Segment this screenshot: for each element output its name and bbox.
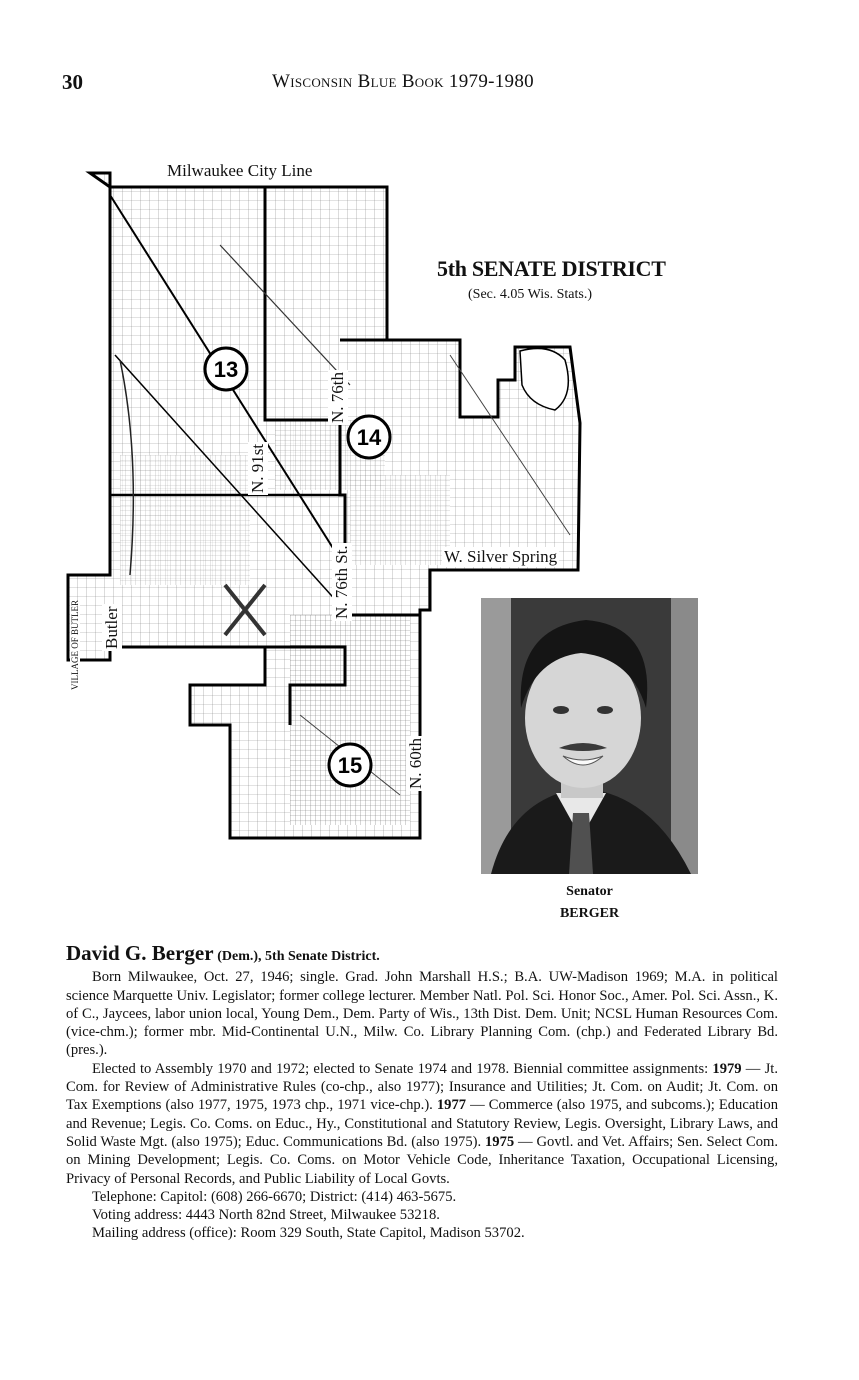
district-title: 5th SENATE DISTRICT xyxy=(437,256,666,281)
page-header xyxy=(62,70,802,100)
map-label-city-line: Milwaukee City Line xyxy=(167,161,313,180)
bio-text-1979: — Jt. Com. for Review of Administrative Rules (co-chp., also 1977); Insurance and Utilities; Jt. Com. on Audit; Jt. Com. on Tax Exemptions (also 1977, 1975, 1973 chp., 1971 vice-chp.). xyxy=(66,1060,778,1114)
portrait-caption-name: BERGER xyxy=(559,906,620,921)
map-label-n60th: N. 60th xyxy=(406,738,425,789)
map-label-n76th-st: N. 76th St. xyxy=(332,545,351,619)
page-number: 30 xyxy=(62,70,83,94)
bio-text-1975: — Govtl. and Vet. Affairs; Sen. Select Com. on Mining Development; Legis. Co. Coms. on Motor Vehicle Code, Inheritance Taxation, Occupational Licensing, Privacy of Personal Records, and Public Liability of Local Govts. xyxy=(66,1133,778,1187)
portrait-caption-role: Senator xyxy=(566,884,613,899)
map-label-butler: Butler xyxy=(102,606,121,649)
assembly-district-13-label: 13 xyxy=(213,357,239,382)
map-label-n76th: N. 76th xyxy=(328,372,347,423)
bio-text-1977: — Commerce (also 1975, and subcoms.); Education and Revenue; Legis. Co. Coms. on Educ., Hy., Constitutional and Statutory Review, Legis. Oversight, Library Laws, and Solid Waste Mgt. (also 1975); Educ. Communications Bd. (also 1975). xyxy=(66,1097,778,1150)
bio-year-1977: 1977 xyxy=(436,1097,467,1114)
bio-committee-paragraph xyxy=(66,1060,778,1188)
bio-name: David G. Berger xyxy=(66,941,214,965)
bio-telephone: Telephone: Capitol: (608) 266-6670; District: (414) 463-5675. xyxy=(92,1188,457,1205)
assembly-district-15-label: 15 xyxy=(337,753,363,778)
assembly-district-13-marker xyxy=(205,348,247,390)
bio-year-1975: 1975 xyxy=(485,1133,515,1150)
assembly-district-14-label: 14 xyxy=(356,425,382,450)
assembly-district-15-marker xyxy=(329,744,371,786)
portrait-photo xyxy=(481,598,698,874)
bio-personal-paragraph: Born Milwaukee, Oct. 27, 1946; single. Grad. John Marshall H.S.; B.A. UW-Madison 1969; M.A. in political science Marquette Univ. Legislator; former college lecturer. Member Natl. Pol. Sci. Honor Soc., Amer. Pol. Sci. Assn., K. of C., Jaycees, labor union local, Young Dem., Dem. Party of Wis., 13th Dist. Dem. Unit; NCSL Human Resources Com. (vice-chm.); former mbr. Mid-Continental U.N., Milw. Co. Library Planning Com. (chp.) and Federated Library Bd. (pres.). xyxy=(66,969,778,1059)
map-label-silver-spring: W. Silver Spring xyxy=(444,547,558,566)
map-label-village-of-butler: VILLAGE OF BUTLER xyxy=(70,600,80,690)
bio-voting-address: Voting address: 4443 North 82nd Street, Milwaukee 53218. xyxy=(92,1207,440,1224)
senator-biography xyxy=(66,941,778,1243)
bio-party: (Dem.) xyxy=(217,949,259,964)
assembly-district-14-marker xyxy=(348,416,390,458)
district-subtitle: (Sec. 4.05 Wis. Stats.) xyxy=(468,287,593,302)
bio-committee-intro: Elected to Assembly 1970 and 1972; elected to Senate 1974 and 1978. Biennial committee assignments: xyxy=(92,1060,713,1077)
bio-mailing-address: Mailing address (office): Room 329 South, State Capitol, Madison 53702. xyxy=(92,1225,525,1242)
bio-year-1979: 1979 xyxy=(712,1060,742,1077)
senator-portrait xyxy=(481,598,698,874)
bio-district: , 5th Senate District. xyxy=(258,949,380,964)
map-label-n91st: N. 91st xyxy=(248,443,267,493)
bio-heading xyxy=(66,941,778,966)
running-title: Wisconsin Blue Book 1979-1980 xyxy=(272,71,534,92)
